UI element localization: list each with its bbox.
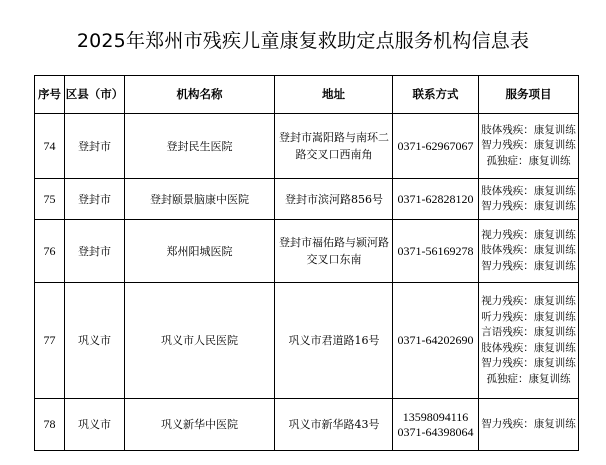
service-item: 听力残疾：康复训练 <box>481 310 576 323</box>
phone: 13598094116 <box>402 409 469 424</box>
service-item: 视力残疾：康复训练 <box>481 295 576 307</box>
row-address <box>275 220 393 283</box>
row-no: 78 <box>35 399 65 451</box>
row-contact <box>393 179 479 220</box>
phone: 0371-64202690 <box>397 333 474 347</box>
header-no: 序号 <box>35 76 65 114</box>
service-item: 肢体残疾：康复训练 <box>481 244 576 257</box>
table-row <box>35 283 579 399</box>
service-item: 肢体残疾：康复训练 <box>481 123 576 136</box>
row-services <box>479 220 579 283</box>
header-services: 服务项目 <box>479 76 579 114</box>
row-contact <box>393 220 479 283</box>
table-row <box>35 114 579 179</box>
service-item: 视力残疾：康复训练 <box>481 228 576 241</box>
service-item: 智力残疾：康复训练 <box>481 259 576 272</box>
service-item: 言语残疾：康复训练 <box>481 326 576 338</box>
service-item: 智力残疾：康复训练 <box>481 139 576 152</box>
row-no: 74 <box>35 114 65 179</box>
phone: 0371-62828120 <box>397 191 474 206</box>
row-name: 郑州阳城医院 <box>125 220 275 283</box>
row-county: 巩义市 <box>65 399 125 451</box>
row-name: 巩义市人民医院 <box>125 283 275 399</box>
table-row <box>35 220 579 283</box>
phone: 0371-64398064 <box>397 424 474 439</box>
row-services <box>479 179 579 220</box>
service-item: 孤独症：康复训练 <box>486 154 571 167</box>
service-item: 智力残疾：康复训练 <box>481 200 576 212</box>
row-no: 77 <box>35 283 65 399</box>
row-address <box>275 114 393 179</box>
row-county: 登封市 <box>65 220 125 283</box>
row-services <box>479 283 579 399</box>
row-address <box>275 283 393 399</box>
row-county: 巩义市 <box>65 283 125 399</box>
row-no: 75 <box>35 179 65 220</box>
page-title: 2025年郑州市残疾儿童康复救助定点服务机构信息表 <box>76 30 530 52</box>
table-row <box>35 179 579 220</box>
phone: 0371-62967067 <box>397 138 474 153</box>
header-row <box>35 76 579 114</box>
row-county: 登封市 <box>65 179 125 220</box>
row-name: 登封颐景脑康中医院 <box>125 179 275 220</box>
table-row <box>35 399 579 451</box>
service-item: 智力残疾：康复训练 <box>481 357 576 369</box>
header-address: 地址 <box>275 76 393 114</box>
row-contact <box>393 399 479 451</box>
service-item: 智力残疾：康复训练 <box>481 417 576 430</box>
row-no: 76 <box>35 220 65 283</box>
address-text: 巩义市新华路43号 <box>288 418 380 431</box>
address-text: 巩义市君道路16号 <box>288 334 380 347</box>
row-contact <box>393 283 479 399</box>
row-county: 登封市 <box>65 114 125 179</box>
row-name: 登封民生医院 <box>125 114 275 179</box>
institution-table <box>34 75 579 451</box>
row-contact <box>393 114 479 179</box>
row-address <box>275 179 393 220</box>
address-text: 登封市滨河路856号 <box>285 192 383 206</box>
row-name: 巩义新华中医院 <box>125 399 275 451</box>
header-name: 机构名称 <box>125 76 275 114</box>
service-item: 孤独症：康复训练 <box>486 372 571 385</box>
service-item: 肢体残疾：康复训练 <box>481 341 576 354</box>
address-text: 登封市福佑路与颍河路交叉口东南 <box>279 236 389 266</box>
address-text: 登封市嵩阳路与南环二路交叉口西南角 <box>279 131 389 161</box>
row-address <box>275 399 393 451</box>
header-contact: 联系方式 <box>393 76 479 114</box>
header-county: 区县（市） <box>65 76 125 114</box>
phone: 0371-56169278 <box>397 243 474 258</box>
row-services <box>479 114 579 179</box>
row-services <box>479 399 579 451</box>
service-item: 肢体残疾：康复训练 <box>481 184 576 197</box>
